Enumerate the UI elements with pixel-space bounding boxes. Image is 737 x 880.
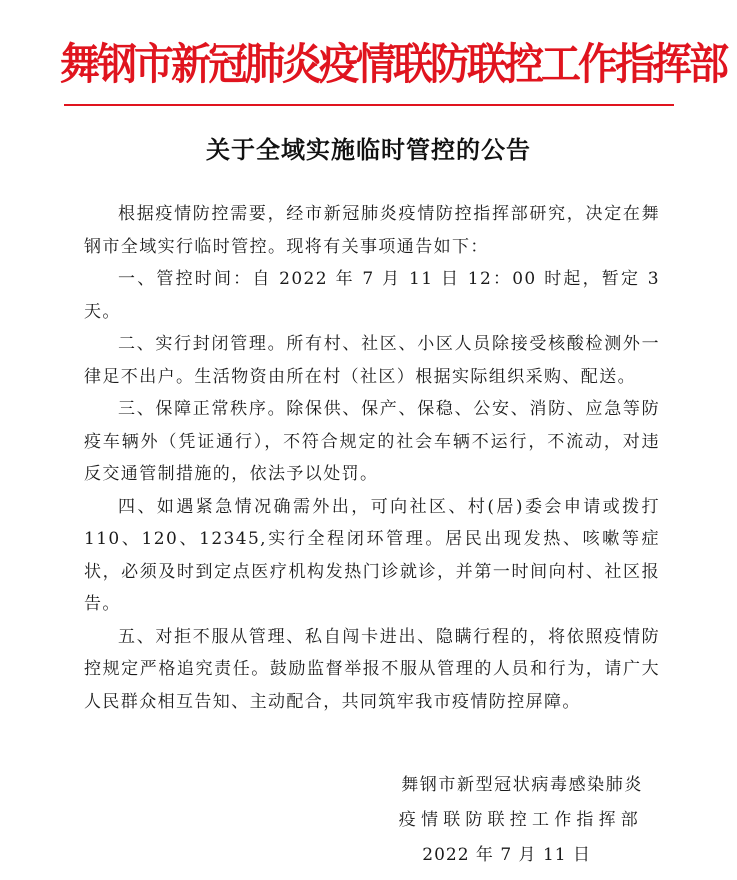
signature-block	[343, 768, 643, 873]
signature-date: 2022 年 7 月 11 日	[422, 845, 591, 865]
paragraph-item-1: 一、管控时间：自 2022 年 7 月 11 日 12：00 时起，暂定 3 天。	[84, 269, 660, 322]
red-header-rule	[64, 104, 674, 106]
notice-title: 关于全域实施临时管控的公告	[206, 135, 531, 164]
paragraph-item-3: 三、保障正常秩序。除保供、保产、保稳、公安、消防、应急等防疫车辆外（凭证通行），不符合规定的社会车辆不运行，不流动，对违反交通管制措施的，依法予以处罚。	[84, 399, 660, 484]
paragraph-intro: 根据疫情防控需要，经市新冠肺炎疫情防控指挥部研究，决定在舞钢市全域实行临时管控。现将有关事项通告如下：	[84, 204, 660, 257]
signature-line-2: 疫情联防联控工作指挥部	[398, 810, 643, 830]
paragraph-item-4: 四、如遇紧急情况确需外出，可向社区、村(居)委会申请或拨打 110、120、12345,实行全程闭环管理。居民出现发热、咳嗽等症状，必须及时到定点医疗机构发热门诊就诊，并第一时间向村、社区报告。	[84, 496, 660, 614]
red-header-org-name: 舞钢市新冠肺炎疫情联防联控工作指挥部	[60, 39, 726, 90]
notice-body	[84, 198, 660, 718]
paragraph-item-2: 二、实行封闭管理。所有村、社区、小区人员除接受核酸检测外一律足不出户。生活物资由所在村（社区）根据实际组织采购、配送。	[84, 334, 660, 387]
paragraph-item-5: 五、对拒不服从管理、私自闯卡进出、隐瞒行程的，将依照疫情防控规定严格追究责任。鼓励监督举报不服从管理的人员和行为，请广大人民群众相互告知、主动配合，共同筑牢我市疫情防控屏障。	[84, 626, 660, 712]
signature-line-1: 舞钢市新型冠状病毒感染肺炎	[401, 775, 643, 795]
